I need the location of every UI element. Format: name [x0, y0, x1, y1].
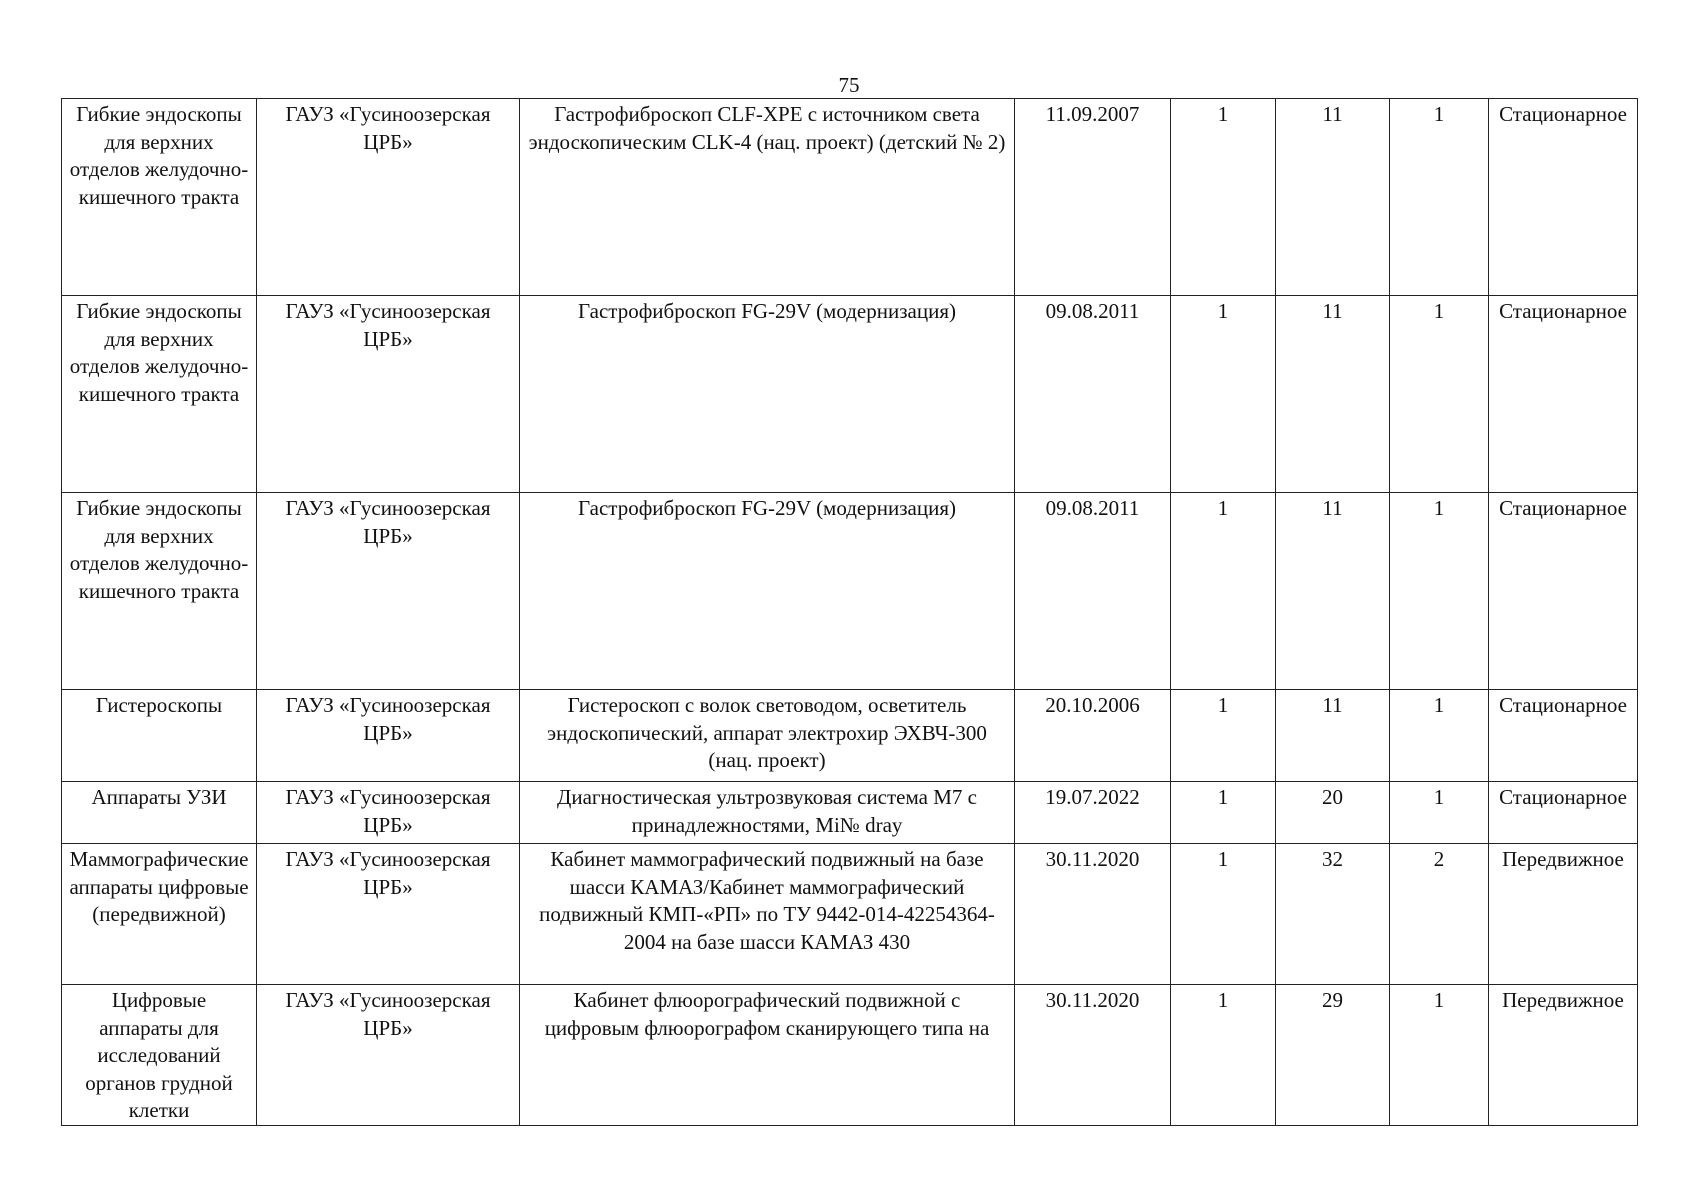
- equipment-type-cell: Гибкие эндоскопы для верхних отделов желудочно-кишечного тракта: [62, 99, 257, 296]
- table-row: [62, 493, 1638, 690]
- equipment-kind-cell: [1489, 844, 1638, 985]
- organization-cell: ГАУЗ «Гусиноозерская ЦРБ»: [257, 493, 520, 690]
- years-cell: 11: [1276, 296, 1390, 493]
- organization-cell: ГАУЗ «Гусиноозерская ЦРБ»: [257, 985, 520, 1126]
- years-cell: 11: [1276, 690, 1390, 782]
- equipment-kind-cell: [1489, 690, 1638, 782]
- equipment-kind-cell: [1489, 296, 1638, 493]
- equipment-kind-cell: [1489, 99, 1638, 296]
- equipment-type-cell: Маммографические аппараты цифровые (передвижной): [62, 844, 257, 985]
- equipment-type-cell: Гибкие эндоскопы для верхних отделов желудочно-кишечного тракта: [62, 296, 257, 493]
- date-cell: 30.11.2020: [1015, 985, 1171, 1126]
- equipment-name-cell: Диагностическая ультрозвуковая система M7 с принадлежностями, Mi№ dray: [520, 782, 1015, 844]
- date-cell: 09.08.2011: [1015, 296, 1171, 493]
- organization-cell: ГАУЗ «Гусиноозерская ЦРБ»: [257, 99, 520, 296]
- count-cell: 1: [1390, 985, 1489, 1126]
- equipment-name-cell: Гастрофиброскоп FG-29V (модернизация): [520, 296, 1015, 493]
- count-cell: 1: [1390, 296, 1489, 493]
- equipment-kind-text: Стационарное: [1499, 102, 1627, 126]
- equipment-kind-text: Передвижное: [1502, 847, 1624, 871]
- table-row: [62, 844, 1638, 985]
- organization-cell: ГАУЗ «Гусиноозерская ЦРБ»: [257, 296, 520, 493]
- quantity-cell: 1: [1171, 782, 1276, 844]
- equipment-kind-text: Передвижное: [1502, 988, 1624, 1012]
- table-row: [62, 985, 1638, 1126]
- equipment-type-cell: Гибкие эндоскопы для верхних отделов желудочно-кишечного тракта: [62, 493, 257, 690]
- organization-cell: ГАУЗ «Гусиноозерская ЦРБ»: [257, 690, 520, 782]
- equipment-type-cell: Гистероскопы: [62, 690, 257, 782]
- equipment-kind-text: Стационарное: [1499, 693, 1627, 717]
- count-cell: 1: [1390, 690, 1489, 782]
- equipment-name-cell: Кабинет флюорографический подвижной с цифровым флюорографом сканирующего типа на: [520, 985, 1015, 1126]
- equipment-kind-cell: [1489, 782, 1638, 844]
- date-cell: 20.10.2006: [1015, 690, 1171, 782]
- equipment-name-cell: Гастрофиброскоп CLF-XPE с источником света эндоскопическим CLK-4 (нац. проект) (детский № 2): [520, 99, 1015, 296]
- date-cell: 11.09.2007: [1015, 99, 1171, 296]
- years-cell: 20: [1276, 782, 1390, 844]
- equipment-kind-text: Стационарное: [1499, 299, 1627, 323]
- date-cell: 30.11.2020: [1015, 844, 1171, 985]
- equipment-name-cell: Гистероскоп с волок световодом, осветитель эндоскопический, аппарат электрохир ЭХВЧ-300 (нац. проект): [520, 690, 1015, 782]
- quantity-cell: 1: [1171, 296, 1276, 493]
- table-row: [62, 690, 1638, 782]
- page-number: 75: [838, 73, 860, 97]
- quantity-cell: 1: [1171, 493, 1276, 690]
- equipment-kind-text: Стационарное: [1499, 785, 1627, 809]
- equipment-kind-text: Стационарное: [1499, 496, 1627, 520]
- table-row: [62, 296, 1638, 493]
- count-cell: 1: [1390, 493, 1489, 690]
- table-row: [62, 99, 1638, 296]
- equipment-type-cell: Аппараты УЗИ: [62, 782, 257, 844]
- organization-cell: ГАУЗ «Гусиноозерская ЦРБ»: [257, 782, 520, 844]
- equipment-table: [61, 98, 1638, 1126]
- quantity-cell: 1: [1171, 99, 1276, 296]
- equipment-kind-cell: [1489, 985, 1638, 1126]
- date-cell: 19.07.2022: [1015, 782, 1171, 844]
- years-cell: 29: [1276, 985, 1390, 1126]
- quantity-cell: 1: [1171, 844, 1276, 985]
- years-cell: 11: [1276, 99, 1390, 296]
- equipment-name-cell: Кабинет маммографический подвижный на базе шасси КАМАЗ/Кабинет маммографический подвижный КМП-«РП» по ТУ 9442-014-42254364-2004 на базе шасси КАМАЗ 430: [520, 844, 1015, 985]
- count-cell: 1: [1390, 782, 1489, 844]
- table-row: [62, 782, 1638, 844]
- quantity-cell: 1: [1171, 985, 1276, 1126]
- quantity-cell: 1: [1171, 690, 1276, 782]
- equipment-name-cell: Гастрофиброскоп FG-29V (модернизация): [520, 493, 1015, 690]
- organization-cell: ГАУЗ «Гусиноозерская ЦРБ»: [257, 844, 520, 985]
- equipment-type-cell: Цифровые аппараты для исследований органов грудной клетки: [62, 985, 257, 1126]
- equipment-kind-cell: [1489, 493, 1638, 690]
- years-cell: 32: [1276, 844, 1390, 985]
- date-cell: 09.08.2011: [1015, 493, 1171, 690]
- count-cell: 1: [1390, 99, 1489, 296]
- years-cell: 11: [1276, 493, 1390, 690]
- count-cell: 2: [1390, 844, 1489, 985]
